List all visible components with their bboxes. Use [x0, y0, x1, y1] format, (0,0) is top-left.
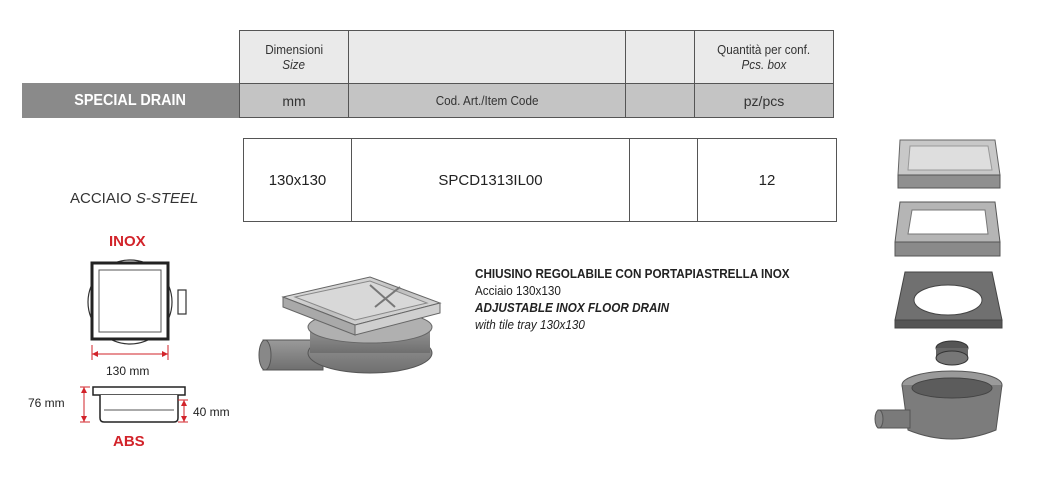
abs-label: ABS	[113, 433, 145, 450]
code-label: Cod. Art./Item Code	[435, 93, 539, 108]
unit-pcs-cell	[694, 83, 834, 118]
description-title-it: CHIUSINO REGOLABILE CON PORTAPIASTRELLA INOX	[475, 266, 790, 281]
row-extra-cell	[629, 138, 698, 222]
size-label: Dimensioni	[265, 42, 323, 57]
row-qty-cell	[697, 138, 837, 222]
row-code: SPCD1313IL00	[438, 171, 543, 189]
product-description	[475, 265, 875, 333]
qty-label: Quantità per conf.	[717, 42, 811, 57]
width-dimension: 130 mm	[106, 364, 150, 378]
unit-pcs: pz/pcs	[743, 92, 785, 109]
material-it: ACCIAIO	[70, 190, 132, 207]
depth-dimension: 40 mm	[193, 405, 230, 419]
header-size-cell	[239, 30, 349, 84]
unit-mm: mm	[282, 92, 306, 109]
inox-label: INOX	[109, 233, 146, 250]
size-label-en: Size	[282, 57, 306, 72]
exploded-view-image	[870, 130, 1030, 450]
description-sub-en: with tile tray 130x130	[475, 317, 585, 332]
unit-extra-cell	[625, 83, 695, 118]
row-size-cell	[243, 138, 352, 222]
description-title-en: ADJUSTABLE INOX FLOOR DRAIN	[475, 300, 670, 315]
row-qty: 12	[758, 171, 776, 189]
qty-label-en: Pcs. box	[741, 57, 787, 72]
material-en: S-STEEL	[135, 190, 199, 207]
description-sub-it: Acciaio 130x130	[475, 283, 561, 298]
row-size: 130x130	[268, 171, 327, 189]
header-code-cell	[348, 30, 626, 84]
unit-mm-cell	[239, 83, 349, 118]
row-code-cell	[351, 138, 630, 222]
section-band	[22, 83, 239, 118]
height-dimension: 76 mm	[28, 396, 65, 410]
section-label: SPECIAL DRAIN	[74, 91, 187, 109]
floor-drain-image	[255, 265, 455, 385]
header-extra-cell	[625, 30, 695, 84]
material-label	[70, 190, 198, 207]
code-label-cell	[348, 83, 626, 118]
header-qty-cell	[694, 30, 834, 84]
